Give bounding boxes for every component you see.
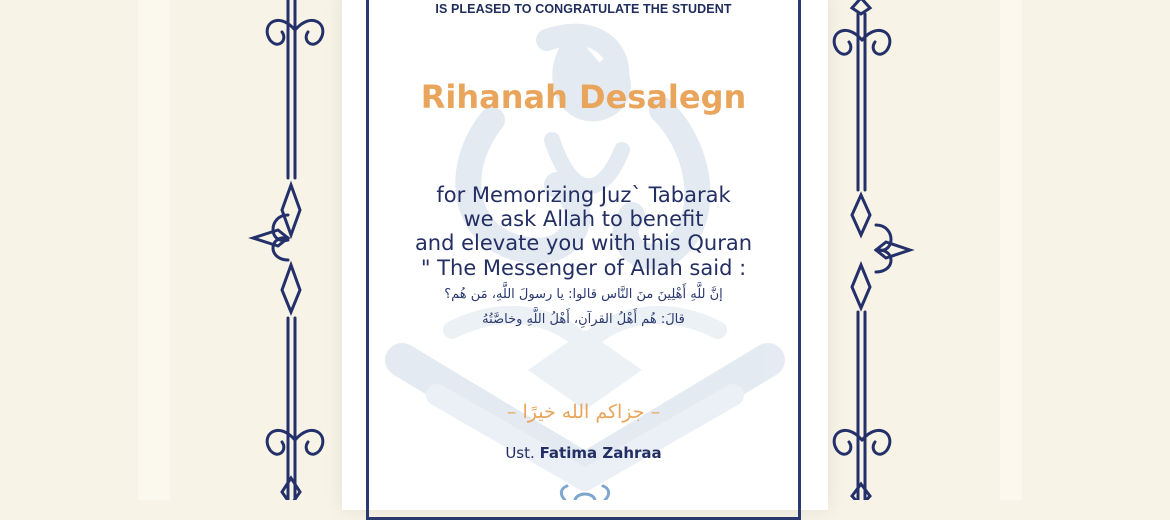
signer-line	[366, 444, 801, 462]
certificate-headline: IS PLEASED TO CONGRATULATE THE STUDENT	[435, 2, 732, 16]
signer-name: Fatima Zahraa	[539, 444, 662, 462]
hadith-line: قالَ: هُم أَهْلُ القرآنِ، أَهْلُ اللَّهِ وخاصَّتُهُ	[482, 312, 685, 327]
laurel-emblem-icon	[545, 484, 625, 500]
background-strip-right	[1000, 0, 1022, 500]
background-strip-left	[138, 0, 170, 500]
message-line: for Memorizing Juz` Tabarak	[436, 183, 731, 207]
scroll-ornament-icon	[248, 0, 344, 500]
scroll-ornament-icon	[820, 0, 916, 500]
message-line: and elevate you with this Quran	[414, 231, 753, 255]
hadith-line: إنَّ للَّهِ أَهْلِينَ منَ النَّاس قالوا: يا رسولَ اللَّهِ، مَن هُم؟	[444, 287, 723, 302]
student-name: Rihanah Desalegn	[420, 78, 747, 116]
message-line: " The Messenger of Allah said :	[420, 256, 747, 280]
message-line: we ask Allah to benefit	[463, 207, 704, 231]
signer-prefix: Ust.	[505, 444, 535, 462]
closing-phrase: – جزاكم الله خيرًا –	[506, 401, 661, 423]
